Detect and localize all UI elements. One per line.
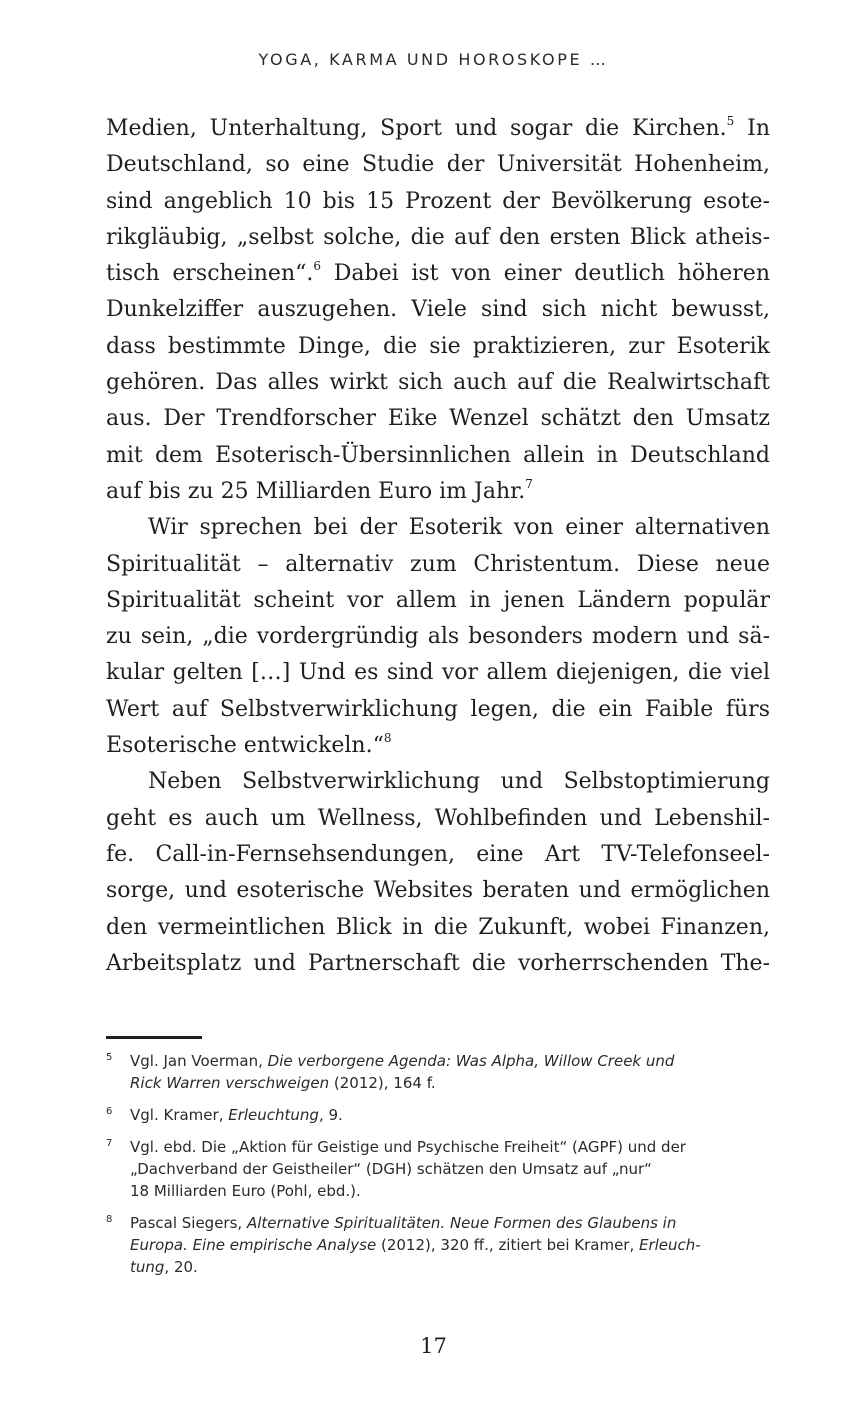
footnote-ref[interactable]: 8 — [383, 731, 392, 746]
text-line: Dunkelziffer auszugehen. Viele sind sich nicht bewusst, — [106, 297, 770, 323]
footnote-line: Rick Warren verschweigen (2012), 164 f. — [130, 1074, 436, 1092]
footnotes — [106, 1050, 770, 1288]
text-line: Spiritualität – alternativ zum Christentum. Diese neue — [106, 551, 770, 577]
footnote-line: 18 Milliarden Euro (Pohl, ebd.). — [130, 1182, 361, 1200]
footnote-number: 7 — [106, 1138, 113, 1149]
footnote-7 — [106, 1136, 770, 1202]
text-line: aus. Der Trendforscher Eike Wenzel schätzt den Umsatz — [106, 406, 770, 432]
footnote-5 — [106, 1050, 770, 1094]
text-line: Esoterische entwickeln.“$^8$ — [106, 731, 392, 759]
footnote-ref[interactable]: 5 — [726, 114, 735, 128]
text-line: sorge, und esoterische Websites beraten und ermöglichen — [106, 878, 770, 904]
text-line: tisch erscheinen“.$^6$ Dabei ist von einer deutlich höheren — [106, 259, 770, 287]
text-line: kular gelten […] Und es sind vor allem diejenigen, die viel — [106, 660, 770, 686]
page-number: 17 — [420, 1334, 447, 1358]
footnote-ref[interactable]: 6 — [313, 259, 321, 274]
text-line: Arbeitsplatz und Partnerschaft die vorherrschenden The- — [106, 950, 770, 976]
text-line: Medien, Unterhaltung, Sport und sogar die Kirchen.$^5$ In — [106, 114, 770, 141]
footnote-line: Vgl. ebd. Die „Aktion für Geistige und Psychische Freiheit“ (AGPF) und der — [130, 1138, 686, 1156]
text-line: den vermeintlichen Blick in die Zukunft, wobei Finanzen, — [106, 914, 770, 940]
text-line: Spiritualität scheint vor allem in jenen Ländern populär — [106, 587, 770, 613]
footnote-line: „Dachverband der Geistheiler“ (DGH) schätzen den Umsatz auf „nur“ — [130, 1160, 652, 1178]
running-head: YOGA, KARMA UND HOROSKOPE … — [258, 50, 609, 69]
text-line: mit dem Esoterisch-Übersinnlichen allein in Deutschland — [106, 442, 770, 468]
text-line: zu sein, „die vordergründig als besonders modern und sä- — [106, 624, 770, 650]
footnote-number: 6 — [106, 1106, 113, 1117]
text-line: rikgläubig, „selbst solche, die auf den ersten Blick atheis- — [106, 224, 770, 250]
footnote-line: Pascal Siegers, Alternative Spiritualitäten. Neue Formen des Glaubens in — [130, 1214, 677, 1232]
footnote-8 — [106, 1212, 770, 1278]
footnote-line: Europa. Eine empirische Analyse (2012), 320 ff., zitiert bei Kramer, Erleuch- — [130, 1236, 701, 1254]
main-text — [106, 111, 770, 982]
footnote-ref[interactable]: 7 — [525, 476, 533, 491]
text-line: dass bestimmte Dinge, die sie praktizieren, zur Esoterik — [106, 333, 770, 359]
footnote-line: Vgl. Jan Voerman, Die verborgene Agenda: Was Alpha, Willow Creek und — [130, 1052, 675, 1070]
text-line: Deutschland, so eine Studie der Universität Hohenheim, — [106, 152, 770, 178]
text-line: fe. Call-in-Fernsehsendungen, eine Art TV-Telefonseel- — [106, 841, 770, 867]
footnote-divider — [106, 1036, 202, 1039]
text-line: Wert auf Selbstverwirklichung legen, die ein Faible fürs — [106, 696, 770, 722]
text-line: Neben Selbstverwirklichung und Selbstoptimierung — [148, 769, 770, 795]
footnote-line: tung, 20. — [130, 1258, 198, 1276]
text-line: geht es auch um Wellness, Wohlbefinden und Lebenshil- — [106, 805, 770, 831]
text-line: auf bis zu 25 Milliarden Euro im Jahr.$^7$ — [106, 476, 533, 504]
text-line: sind angeblich 10 bis 15 Prozent der Bevölkerung esote- — [106, 188, 770, 214]
footnote-number: 8 — [106, 1214, 113, 1225]
footnote-line: Vgl. Kramer, Erleuchtung, 9. — [130, 1106, 343, 1124]
text-line: Wir sprechen bei der Esoterik von einer alternativen — [148, 515, 770, 541]
footnote-6 — [106, 1104, 770, 1126]
text-line: gehören. Das alles wirkt sich auch auf die Realwirtschaft — [106, 370, 770, 396]
footnote-number: 5 — [106, 1052, 113, 1063]
